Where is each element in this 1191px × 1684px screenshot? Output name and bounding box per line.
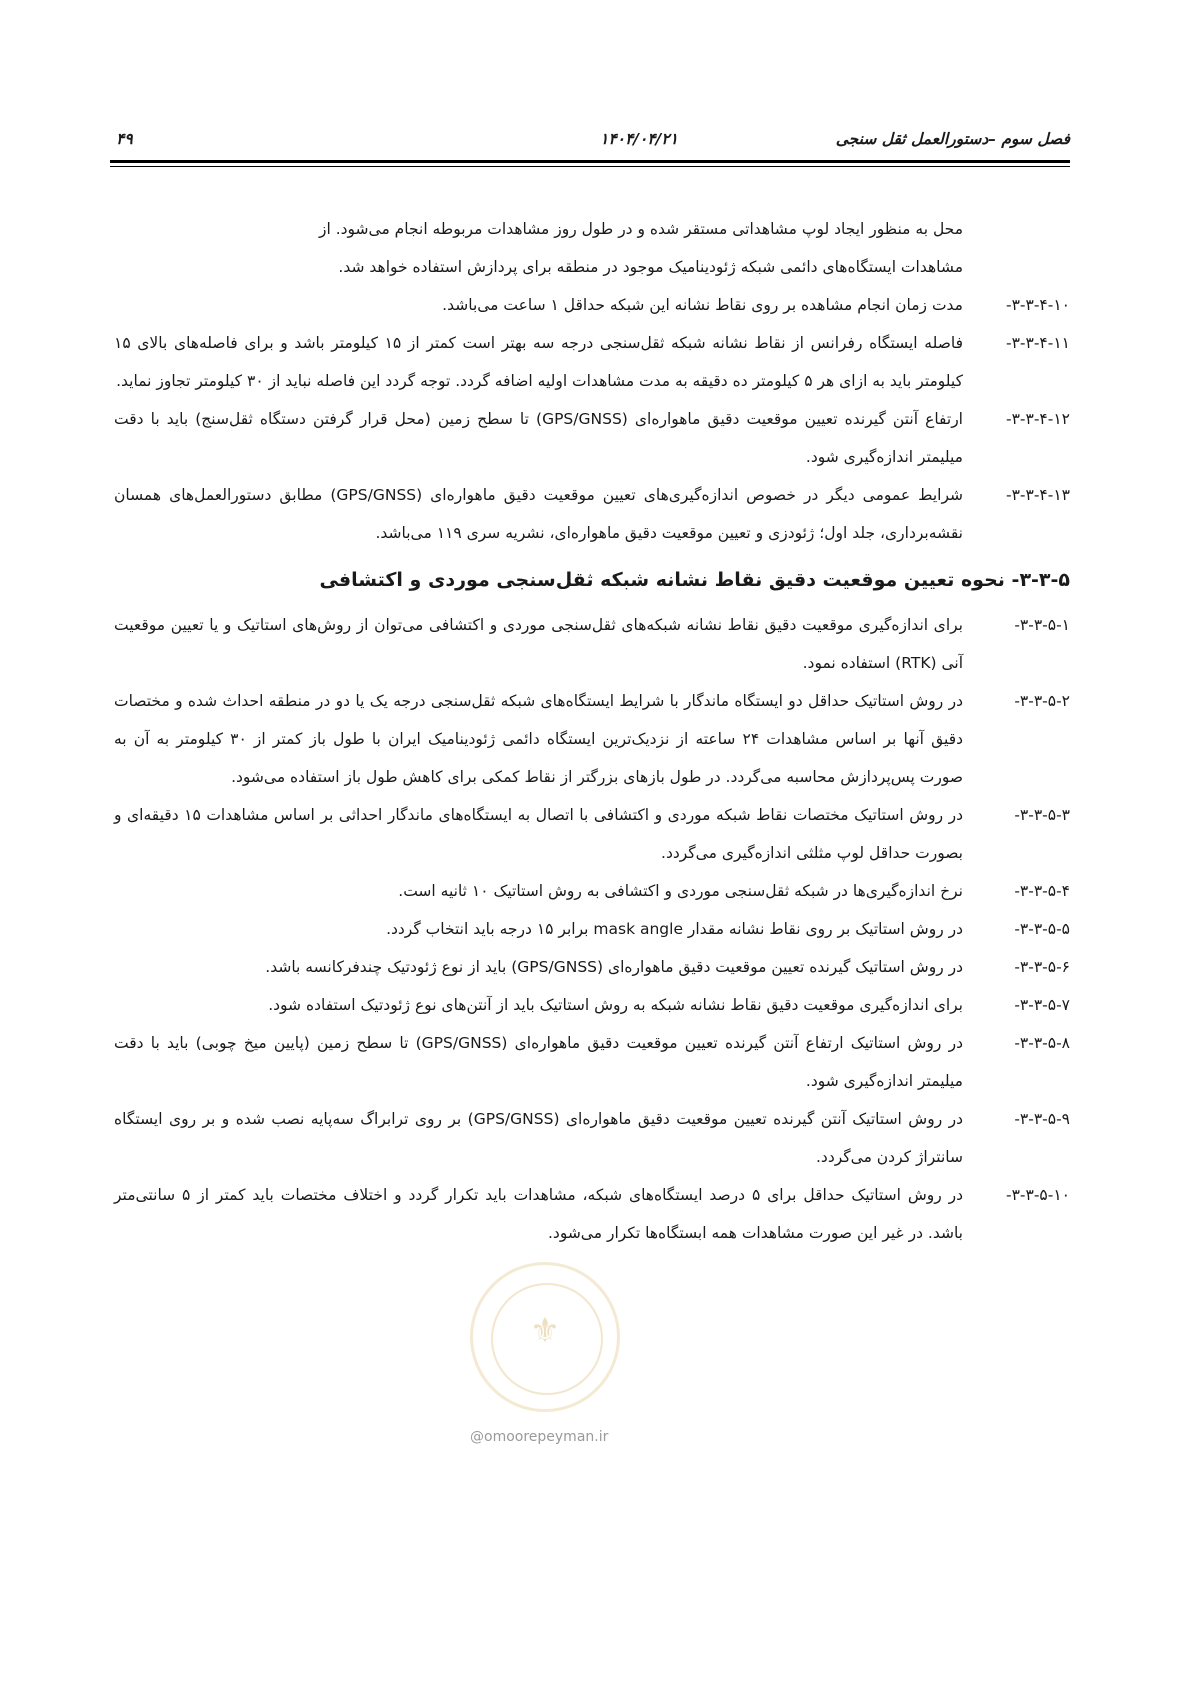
list-item bbox=[114, 910, 1070, 948]
list-item bbox=[114, 986, 1070, 1024]
list-item bbox=[114, 682, 1070, 796]
chapter-title: فصل سوم –دستورالعمل ثقل سنجی bbox=[835, 130, 1070, 148]
item-text: شرایط عمومی دیگر در خصوص اندازه‌گیری‌های تعیین موقعیت دقیق ماهواره‌ای (GPS/GNSS) مطابق دستورالعمل‌های همسان نقشه‌برداری، جلد اول؛ ژئودزی و تعیین موقعیت دقیق ماهواره‌ای، نشریه سری ۱۱۹ می‌باشد. bbox=[114, 486, 963, 542]
item-text: برای اندازه‌گیری موقعیت دقیق نقاط نشانه شبکه‌های ثقل‌سنجی موردی و اکتشافی می‌توان از روش‌های استاتیک و یا تعیین موقعیت آنی (RTK) استفاده نمود. bbox=[114, 616, 963, 672]
list-item bbox=[114, 476, 1070, 552]
page-number: ۴۹ bbox=[116, 130, 133, 148]
page-header bbox=[110, 130, 1070, 156]
intro-line-1: محل به منظور ایجاد لوپ مشاهداتی مستقر شده و در طول روز مشاهدات مربوطه انجام می‌شود. از bbox=[318, 220, 963, 238]
item-text: فاصله ایستگاه رفرانس از نقاط نشانه شبکه ثقل‌سنجی درجه سه بهتر است کمتر از ۱۵ کیلومتر باشد و برای فاصله‌های بالای ۱۵ کیلومتر باید به ازای هر ۵ کیلومتر ده دقیقه به مدت مشاهدات اولیه اضافه گردد. توجه گردد این فاصله نباید از ۳۰ کیلومتر تجاوز نماید. bbox=[114, 334, 963, 390]
item-number: ۳-۳-۵-۶- bbox=[1014, 958, 1070, 976]
list-item bbox=[114, 286, 1070, 324]
header-rule-thick bbox=[110, 160, 1070, 163]
item-text: در روش استاتیک بر روی نقاط نشانه مقدار mask angle برابر ۱۵ درجه باید انتخاب گردد. bbox=[386, 920, 963, 938]
page-body bbox=[114, 210, 1070, 1252]
item-number: ۳-۳-۴-۱۰- bbox=[1006, 296, 1070, 314]
list-item bbox=[114, 948, 1070, 986]
item-text: در روش استاتیک گیرنده تعیین موقعیت دقیق ماهواره‌ای (GPS/GNSS) باید از نوع ژئودتیک چندفرکانسه باشد. bbox=[265, 958, 963, 976]
item-text: مدت زمان انجام مشاهده بر روی نقاط نشانه این شبکه حداقل ۱ ساعت می‌باشد. bbox=[442, 296, 963, 314]
intro-line-2: مشاهدات ایستگاه‌های دائمی شبکه ژئودینامیک موجود در منطقه برای پردازش استفاده خواهد شد. bbox=[338, 258, 963, 276]
item-number: ۳-۳-۵-۷- bbox=[1014, 996, 1070, 1014]
item-number: ۳-۳-۴-۱۳- bbox=[1006, 486, 1070, 504]
item-number: ۳-۳-۴-۱۱- bbox=[1006, 334, 1070, 352]
list-item bbox=[114, 324, 1070, 400]
list-item bbox=[114, 872, 1070, 910]
item-number: ۳-۳-۵-۲- bbox=[1014, 692, 1070, 710]
section-heading bbox=[114, 560, 1070, 600]
item-text: برای اندازه‌گیری موقعیت دقیق نقاط نشانه شبکه به روش استاتیک باید از آنتن‌های نوع ژئودتیک استفاده شود. bbox=[268, 996, 963, 1014]
list-item bbox=[114, 1176, 1070, 1252]
item-text: در روش استاتیک مختصات نقاط شبکه موردی و اکتشافی با اتصال به ایستگاه‌های ماندگار احداثی بر اساس مشاهدات ۱۵ دقیقه‌ای و بصورت حداقل لوپ مثلثی اندازه‌گیری می‌گردد. bbox=[114, 806, 963, 862]
item-number: ۳-۳-۵-۸- bbox=[1014, 1034, 1070, 1052]
item-number: ۳-۳-۵-۹- bbox=[1014, 1110, 1070, 1128]
item-number: ۳-۳-۵-۳- bbox=[1014, 806, 1070, 824]
item-text: در روش استاتیک حداقل برای ۵ درصد ایستگاه‌های شبکه، مشاهدات باید تکرار گردد و اختلاف مختصات باید کمتر از ۵ سانتی‌متر باشد. در غیر این صورت مشاهدات همه ابستگاه‌ها تکرار می‌شود. bbox=[114, 1186, 963, 1242]
item-number: ۳-۳-۵-۱۰- bbox=[1006, 1186, 1070, 1204]
list-item bbox=[114, 1100, 1070, 1176]
list-item bbox=[114, 606, 1070, 682]
list-item bbox=[114, 400, 1070, 476]
header-date: ۱۴۰۴/۰۴/۲۱ bbox=[600, 130, 678, 148]
header-rule-thin bbox=[110, 166, 1070, 167]
item-number: ۳-۳-۵-۱- bbox=[1014, 616, 1070, 634]
item-text: در روش استاتیک ارتفاع آنتن گیرنده تعیین موقعیت دقیق ماهواره‌ای (GPS/GNSS) تا سطح زمین (پایین میخ چوبی) باید با دقت میلیمتر اندازه‌گیری شود. bbox=[114, 1034, 963, 1090]
item-text: در روش استاتیک آنتن گیرنده تعیین موقعیت دقیق ماهواره‌ای (GPS/GNSS) بر روی ترابراگ سه‌پایه نصب شده و بر روی ایستگاه سانتراژ کردن می‌گردد. bbox=[114, 1110, 964, 1166]
item-text: نرخ اندازه‌گیری‌ها در شبکه ثقل‌سنجی موردی و اکتشافی به روش استاتیک ۱۰ ثانیه است. bbox=[398, 882, 963, 900]
item-number: ۳-۳-۵-۴- bbox=[1014, 882, 1070, 900]
watermark-url: @omoorepeyman.ir bbox=[470, 1429, 609, 1445]
section-number: ۳-۳-۵- bbox=[1011, 569, 1070, 591]
item-number: ۳-۳-۵-۵- bbox=[1014, 920, 1070, 938]
item-text: ارتفاع آنتن گیرنده تعیین موقعیت دقیق ماهواره‌ای (GPS/GNSS) تا سطح زمین (محل قرار گرفتن دستگاه ثقل‌سنج) باید با دقت میلیمتر اندازه‌گیری شود. bbox=[114, 410, 963, 466]
watermark-emblem-icon: ⚜ bbox=[529, 1311, 561, 1351]
section-title: نحوه تعیین موقعیت دقیق نقاط نشانه شبکه ثقل‌سنجی موردی و اکتشافی bbox=[319, 569, 1005, 591]
item-text: در روش استاتیک حداقل دو ایستگاه ماندگار با شرایط ایستگاه‌های شبکه ثقل‌سنجی درجه یک یا دو در منطقه احداث شده و مختصات دقیق آنها بر اساس مشاهدات ۲۴ ساعته از نزدیک‌ترین ایستگاه دائمی ژئودینامیک ایران با طول باز کمتر از ۳۰ کیلومتر به آن به صورت پس‌پردازش محاسبه می‌گردد. در طول بازهای بزرگتر از نقاط کمکی برای کاهش طول باز استفاده می‌شود. bbox=[114, 692, 964, 786]
watermark-seal bbox=[470, 1262, 620, 1412]
list-item bbox=[114, 796, 1070, 872]
item-number: ۳-۳-۴-۱۲- bbox=[1006, 410, 1070, 428]
list-item bbox=[114, 1024, 1070, 1100]
